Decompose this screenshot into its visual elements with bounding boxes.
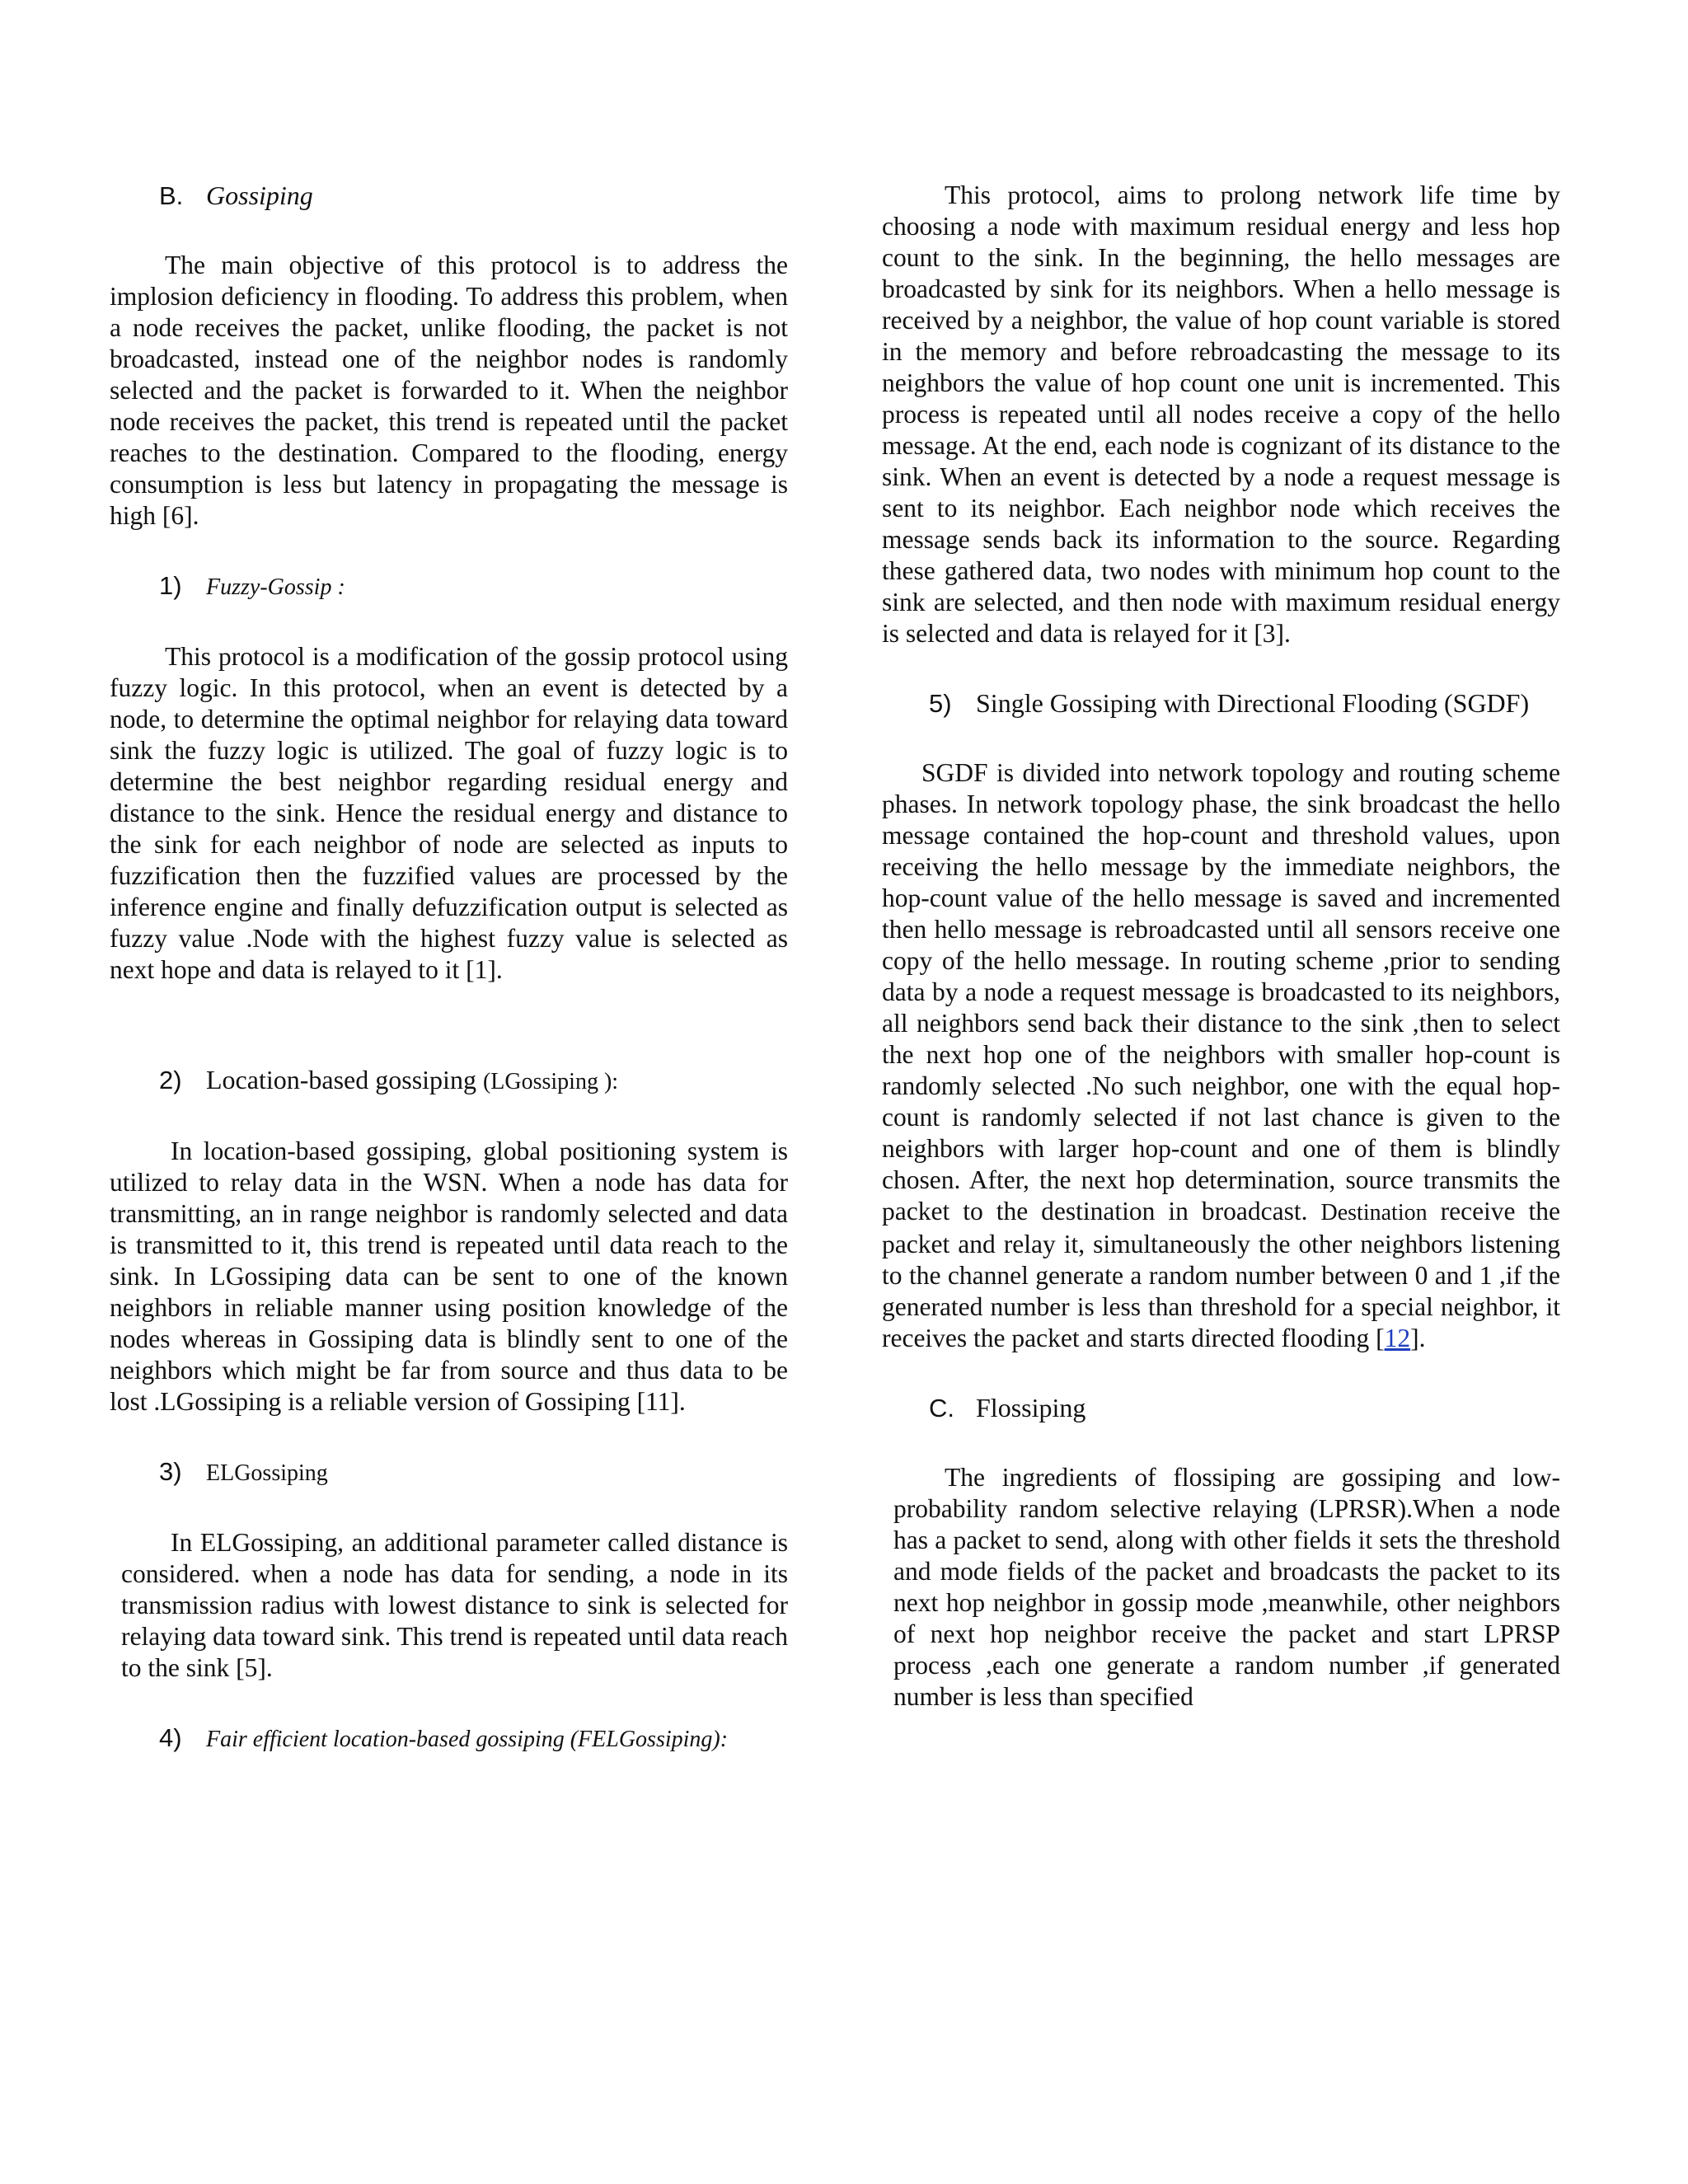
section-b-heading xyxy=(159,180,788,212)
lgossiping-title-paren: (LGossiping ): xyxy=(482,1069,619,1094)
elgossiping-heading xyxy=(159,1455,788,1489)
fuzzy-gossip-number: 1) xyxy=(159,571,182,600)
sgdf-paragraph-end: ]. xyxy=(1410,1324,1426,1352)
flossiping-paragraph: The ingredients of flossiping are gossiping and low-probability random selective relaying (LPRSR).When a node has a packet to send, along with other fields it sets the threshold and mode fields of the packet and broadcasts the packet to its next hop neighbor in gossip mode ,meanwhile, other neighbors of next hop neighbor receive the packet and start LPRSP process ,each one generate a random number ,if generated number is less than specified xyxy=(893,1463,1560,1711)
fuzzy-gossip-title: Fuzzy-Gossip : xyxy=(206,574,345,600)
lgossiping-paragraph: In location-based gossiping, global positioning system is utilized to relay data in the WSN. When a node has data for transmitting, an in range neighbor is randomly selected and data is transmitted to it, this trend is repeated until data reach to the sink. In LGossiping data can be sent to one of the known neighbors in reliable manner using position knowledge of the nodes whereas in Gossiping data is blindly sent to one of the neighbors which might be far from source and thus data to be lost .LGossiping is a reliable version of Gossiping [11]. xyxy=(110,1137,788,1416)
reference-link-12[interactable]: 12 xyxy=(1384,1324,1411,1352)
felgossiping-number: 4) xyxy=(159,1723,182,1752)
right-column xyxy=(882,180,1560,1713)
sgdf-destination-word: Destination xyxy=(1320,1200,1428,1226)
sgdf-paragraph-part2: receive the packet and relay it, simultaneously the other neighbors listening to the channel generate a random number between 0 and 1 ,if the generated number is less than threshold for a special neighbor, it receives the packet and starts directed flooding [ xyxy=(882,1197,1561,1352)
section-c-heading xyxy=(929,1392,1560,1424)
sgdf-paragraph-part1: SGDF is divided into network topology and routing scheme phases. In network topology phase, the sink broadcast the hello message contained the hop-count and threshold values, upon receiving the hello message by the immediate neighbors, the hop-count value of the hello message is saved and incremented then hello message is rebroadcasted until all sensors receive one copy of the hello message. In routing scheme ,prior to sending data by a node a request message is broadcasted to its neighbors, all neighbors send back their distance to the sink ,then to select the next hop one of the neighbors with smaller hop-count is randomly selected .No such neighbor, one with the equal hop-count is randomly selected if not last chance is given to the neighbors with larger hop-count and one of them is blindly chosen. After, the next hop determination, source transmits the packet to the destination in broadcast. xyxy=(882,758,1560,1226)
sgdf-paragraph xyxy=(882,757,1560,1354)
elgossiping-paragraph: In ELGossiping, an additional parameter called distance is considered. when a node has data for sending, a node in its transmission radius with lowest distance to sink is selected for relaying data toward sink. This trend is repeated until data reach to the sink [5]. xyxy=(121,1528,788,1682)
gossiping-paragraph: The main objective of this protocol is to address the implosion deficiency in flooding. To address this problem, when a node receives the packet, unlike flooding, the packet is not broadcasted, instead one of the neighbor nodes is randomly selected and the packet is forwarded to it. When the neighbor node receives the packet, this trend is repeated until the packet reaches to the destination. Compared to the flooding, energy consumption is less but latency in propagating the message is high [6]. xyxy=(110,251,788,530)
fuzzy-gossip-heading xyxy=(159,569,788,603)
sgdf-number: 5) xyxy=(929,689,952,718)
fuzzy-gossip-paragraph: This protocol is a modification of the gossip protocol using fuzzy logic. In this protocol, when an event is detected by a node, to determine the optimal neighbor for relaying data toward sink the fuzzy logic is utilized. The goal of fuzzy logic is to determine the best neighbor regarding residual energy and distance to the sink. Hence the residual energy and distance to the sink for each neighbor of node are selected as inputs to fuzzification then the fuzzified values are processed by the inference engine and finally defuzzification output is selected as fuzzy value .Node with the highest fuzzy value is selected as next hope and data is relayed to it [1]. xyxy=(110,642,788,984)
lgossiping-number: 2) xyxy=(159,1066,182,1094)
left-column xyxy=(110,180,788,1755)
lgossiping-title: Location-based gossiping xyxy=(206,1065,476,1094)
section-b-letter: B. xyxy=(159,181,184,210)
felgossiping-paragraph: This protocol, aims to prolong network life time by choosing a node with maximum residual energy and less hop count to the sink. In the beginning, the hello messages are broadcasted by sink for its neighbors. When a hello message is received by a neighbor, the value of hop count variable is stored in the memory and before rebroadcasting the message to its neighbors the value of hop count one unit is incremented. This process is repeated until all nodes receive a copy of the hello message. At the end, each node is cognizant of its distance to the sink. When an event is detected by a node a request message is sent to its neighbor. Each neighbor node which receives the message sends back its information to the source. Regarding these gathered data, two nodes with minimum hop count to the sink are selected, and then node with maximum residual energy is selected and data is relayed for it [3]. xyxy=(882,180,1560,648)
sgdf-title: Single Gossiping with Directional Flooding (SGDF) xyxy=(976,688,1530,718)
felgossiping-title: Fair efficient location-based gossiping (FELGossiping): xyxy=(206,1727,729,1752)
felgossiping-heading xyxy=(159,1722,788,1755)
section-b-title: Gossiping xyxy=(206,180,313,210)
section-c-letter: C. xyxy=(929,1394,954,1422)
elgossiping-title: ELGossiping xyxy=(206,1460,328,1486)
sgdf-heading xyxy=(929,687,1560,719)
section-c-title: Flossiping xyxy=(976,1393,1086,1422)
elgossiping-number: 3) xyxy=(159,1457,182,1486)
lgossiping-heading xyxy=(159,1064,788,1098)
